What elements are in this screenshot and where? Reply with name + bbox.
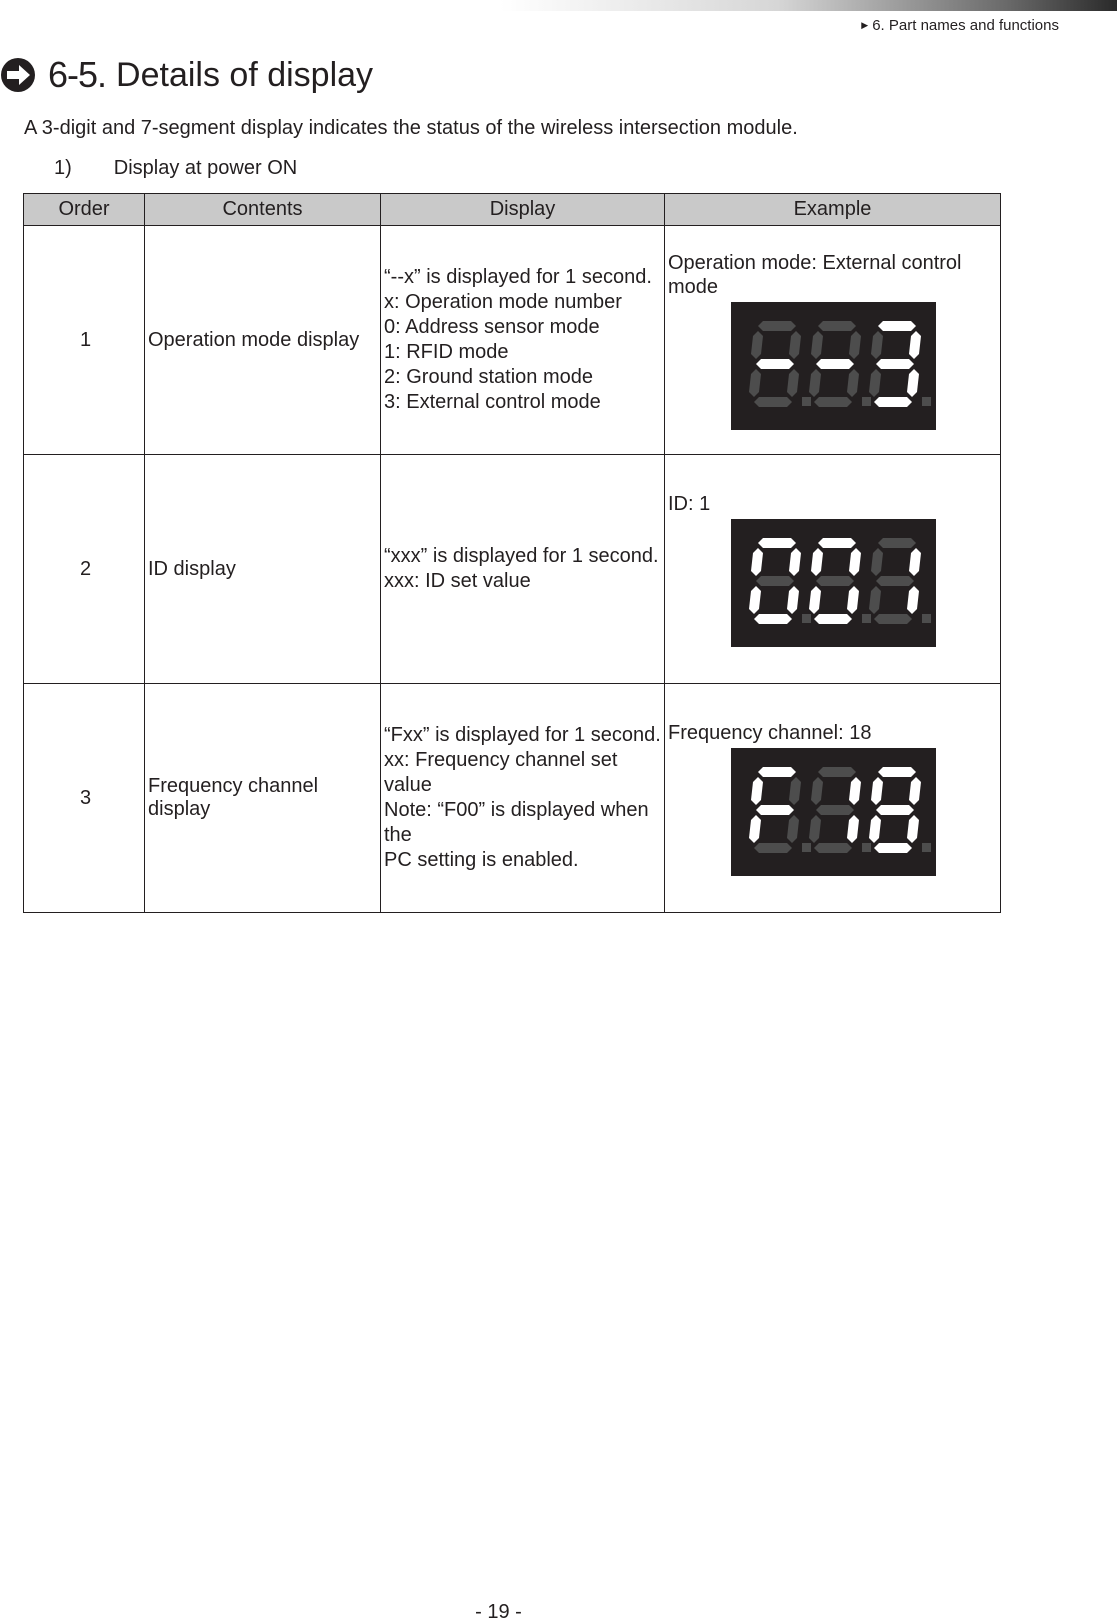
segment-b-digit-2 [849,331,861,359]
table-header-row [24,194,1001,226]
header-contents: Contents [145,194,381,226]
decimal-point-digit-1 [802,843,811,852]
header-example: Example [665,194,1001,226]
segment-f-digit-1 [751,331,763,359]
segment-c-digit-2 [847,586,859,614]
cell-order: 3 [24,684,145,913]
segment-e-digit-3 [869,815,881,843]
segment-e-digit-1 [749,586,761,614]
cell-display [381,684,665,913]
segment-b-digit-3 [909,331,921,359]
cell-order: 1 [24,226,145,455]
decimal-point-digit-2 [862,614,871,623]
display-line: 0: Address sensor mode [384,316,600,338]
cell-contents: Operation mode display [145,226,381,455]
display-line: Note: “F00” is displayed when the [384,799,649,846]
segment-a-digit-1 [758,767,796,777]
display-line: “Fxx” is displayed for 1 second. [384,724,661,746]
segment-c-digit-1 [787,369,799,397]
segment-d-digit-2 [814,397,852,407]
table-row [24,684,1001,913]
segment-e-digit-2 [809,815,821,843]
decimal-point-digit-1 [802,614,811,623]
segment-g-digit-1 [756,805,794,815]
segment-g-digit-1 [756,576,794,586]
segment-c-digit-1 [787,586,799,614]
segment-f-digit-3 [871,331,883,359]
seven-segment-display [731,748,936,876]
seven-segment-display [731,302,936,430]
subsection-label: Display at power ON [113,157,298,179]
segment-a-digit-3 [878,538,916,548]
arrow-circle-icon [0,57,36,93]
segment-c-digit-3 [907,369,919,397]
segment-c-digit-2 [847,815,859,843]
segment-b-digit-1 [789,331,801,359]
cell-example [665,455,1001,684]
segment-a-digit-1 [758,321,796,331]
display-line: “xxx” is displayed for 1 second. [384,545,659,567]
triangle-bullet-icon: ▶ [861,20,869,30]
segment-e-digit-1 [749,815,761,843]
segment-e-digit-2 [809,369,821,397]
section-heading [0,54,373,96]
segment-a-digit-3 [878,321,916,331]
segment-c-digit-2 [847,369,859,397]
example-label: Frequency channel: 18 [668,721,872,744]
display-line: 1: RFID mode [384,341,509,363]
heading-number: 6-5. [48,54,107,95]
example-label: ID: 1 [668,492,711,515]
section-reference-text: 6. Part names and functions [872,17,1059,34]
segment-a-digit-3 [878,767,916,777]
header-display: Display [381,194,665,226]
segment-d-digit-1 [754,397,792,407]
display-spec-table [23,193,1001,913]
display-line: “--x” is displayed for 1 second. [384,266,652,288]
decimal-point-digit-2 [862,843,871,852]
segment-c-digit-3 [907,586,919,614]
segment-g-digit-3 [876,359,914,369]
segment-b-digit-2 [849,548,861,576]
header-order: Order [24,194,145,226]
segment-d-digit-1 [754,843,792,853]
decimal-point-digit-3 [922,843,931,852]
segment-d-digit-1 [754,614,792,624]
segment-f-digit-2 [811,331,823,359]
segment-d-digit-3 [874,614,912,624]
page-number: - 19 - [475,1601,522,1623]
segment-g-digit-2 [816,576,854,586]
segment-b-digit-1 [789,777,801,805]
segment-d-digit-2 [814,614,852,624]
cell-display [381,226,665,455]
display-line: xxx: ID set value [384,570,531,592]
intro-text: A 3-digit and 7-segment display indicates the status of the wireless intersection module. [24,117,798,139]
segment-f-digit-3 [871,777,883,805]
segment-f-digit-3 [871,548,883,576]
segment-b-digit-1 [789,548,801,576]
cell-display [381,455,665,684]
segment-g-digit-2 [816,805,854,815]
segment-f-digit-1 [751,777,763,805]
segment-d-digit-2 [814,843,852,853]
segment-e-digit-3 [869,586,881,614]
segment-f-digit-2 [811,548,823,576]
segment-d-digit-3 [874,397,912,407]
example-label: Operation mode: External control mode [668,251,962,298]
segment-g-digit-1 [756,359,794,369]
segment-a-digit-1 [758,538,796,548]
segment-a-digit-2 [818,321,856,331]
decimal-point-digit-2 [862,397,871,406]
table-row [24,455,1001,684]
cell-contents: Frequency channel display [145,684,381,913]
segment-a-digit-2 [818,767,856,777]
segment-g-digit-3 [876,576,914,586]
cell-contents: ID display [145,455,381,684]
segment-g-digit-2 [816,359,854,369]
decimal-point-digit-3 [922,397,931,406]
cell-example [665,226,1001,455]
table-row [24,226,1001,455]
segment-a-digit-2 [818,538,856,548]
segment-b-digit-2 [849,777,861,805]
display-line: 2: Ground station mode [384,366,594,388]
segment-d-digit-3 [874,843,912,853]
display-line: PC setting is enabled. [384,849,579,871]
segment-f-digit-1 [751,548,763,576]
section-reference [861,17,1059,34]
segment-c-digit-3 [907,815,919,843]
subsection-index: 1) [54,157,72,179]
display-line: 3: External control mode [384,391,601,413]
subsection-title [54,157,297,180]
segment-f-digit-2 [811,777,823,805]
segment-b-digit-3 [909,777,921,805]
segment-e-digit-3 [869,369,881,397]
segment-b-digit-3 [909,548,921,576]
display-line: xx: Frequency channel set value [384,749,618,796]
decimal-point-digit-3 [922,614,931,623]
decimal-point-digit-1 [802,397,811,406]
page-title: Details of display [116,55,374,94]
segment-e-digit-1 [749,369,761,397]
header-gradient-bar [500,0,1117,11]
segment-e-digit-2 [809,586,821,614]
cell-example [665,684,1001,913]
display-line: x: Operation mode number [384,291,622,313]
segment-c-digit-1 [787,815,799,843]
segment-g-digit-3 [876,805,914,815]
seven-segment-display [731,519,936,647]
cell-order: 2 [24,455,145,684]
